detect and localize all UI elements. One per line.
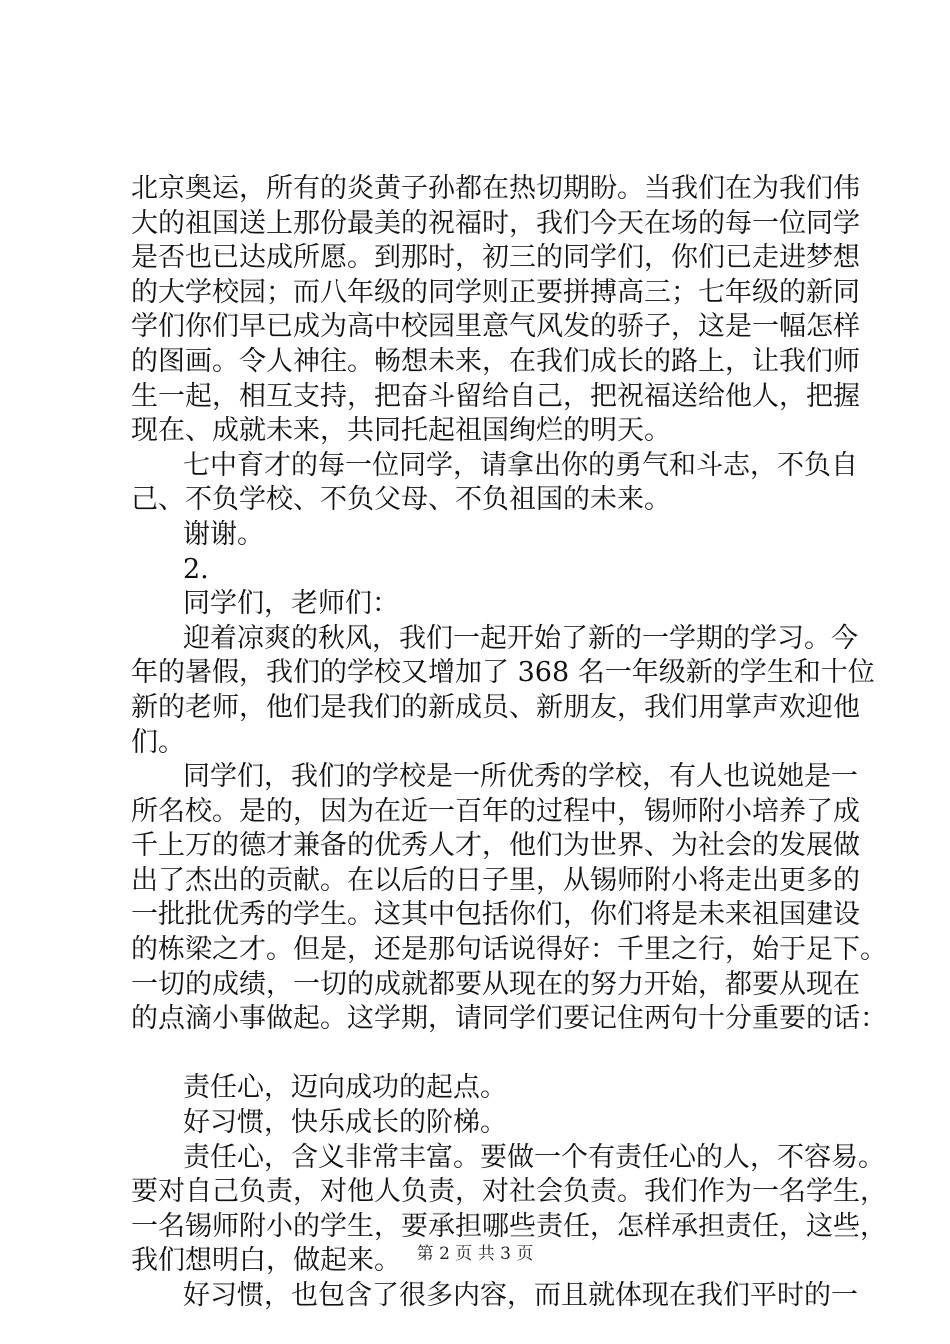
text-line: 现在、成就未来，共同托起祖国绚烂的明天。 — [131, 415, 671, 447]
text-line: 年的暑假，我们的学校又增加了 368 名一年级新的学生和十位 — [131, 657, 875, 689]
text-line: 大的祖国送上那份最美的祝福时，我们今天在场的每一位同学 — [131, 207, 860, 239]
text-line: 新的老师，他们是我们的新成员、新朋友，我们用掌声欢迎他 — [131, 691, 860, 723]
blank-line — [131, 1037, 841, 1072]
text-line: 们。 — [131, 726, 185, 758]
text-line: 一名锡师附小的学生，要承担哪些责任，怎样承担责任，这些， — [131, 1210, 887, 1242]
motto-line: 好习惯，快乐成长的阶梯。 — [183, 1107, 507, 1139]
text-line: 生一起，相互支持，把奋斗留给自己，把祝福送给他人，把握 — [131, 380, 860, 412]
text-line: 所名校。是的，因为在近一百年的过程中，锡师附小培养了成 — [131, 795, 860, 827]
text-line: 一切的成绩，一切的成就都要从现在的努力开始，都要从现在 — [131, 968, 860, 1000]
text-line: 好习惯，也包含了很多内容，而且就体现在我们平时的一 — [183, 1280, 858, 1311]
text-line: 是否也已达成所愿。到那时，初三的同学们，你们已走进梦想 — [131, 242, 860, 274]
text-line: 要对自己负责，对他人负责，对社会负责。我们作为一名学生， — [131, 1176, 887, 1208]
text-line: 的图画。令人神往。畅想未来，在我们成长的路上，让我们师 — [131, 345, 860, 377]
text-line: 谢谢。 — [183, 518, 264, 550]
section-number: 2. — [183, 553, 209, 585]
motto-line: 责任心，迈向成功的起点。 — [183, 1072, 507, 1104]
text-line: 出了杰出的贡献。在以后的日子里，从锡师附小将走出更多的 — [131, 864, 860, 896]
text-line: 我们想明白，做起来。 — [131, 1245, 401, 1277]
text-line: 千上万的德才兼备的优秀人才，他们为世界、为社会的发展做 — [131, 830, 860, 862]
text-line: 学们你们早已成为高中校园里意气风发的骄子，这是一幅怎样 — [131, 311, 860, 343]
text-line: 的栋梁之才。但是，还是那句话说得好：千里之行，始于足下。 — [131, 934, 887, 966]
text-line: 迎着凉爽的秋风，我们一起开始了新的一学期的学习。今 — [183, 622, 858, 654]
text-line: 一批批优秀的学生。这其中包括你们，你们将是未来祖国建设 — [131, 899, 860, 931]
text-line: 的点滴小事做起。这学期，请同学们要记住两句十分重要的话： — [131, 1003, 887, 1035]
document-body — [131, 172, 887, 1314]
text-line: 七中育才的每一位同学，请拿出你的勇气和斗志，不负自 — [183, 449, 858, 481]
text-line: 责任心，含义非常丰富。要做一个有责任心的人，不容易。 — [183, 1141, 885, 1173]
text-line: 己、不负学校、不负父母、不负祖国的未来。 — [131, 484, 671, 516]
text-line: 的大学校园；而八年级的同学则正要拼搏高三；七年级的新同 — [131, 276, 860, 308]
text-line: 北京奥运，所有的炎黄子孙都在热切期盼。当我们在为我们伟 — [131, 173, 860, 204]
page-footer: 第 2 页 共 3 页 — [416, 1244, 534, 1264]
salutation: 同学们，老师们： — [183, 588, 399, 620]
text-line: 同学们，我们的学校是一所优秀的学校，有人也说她是一 — [183, 761, 858, 793]
